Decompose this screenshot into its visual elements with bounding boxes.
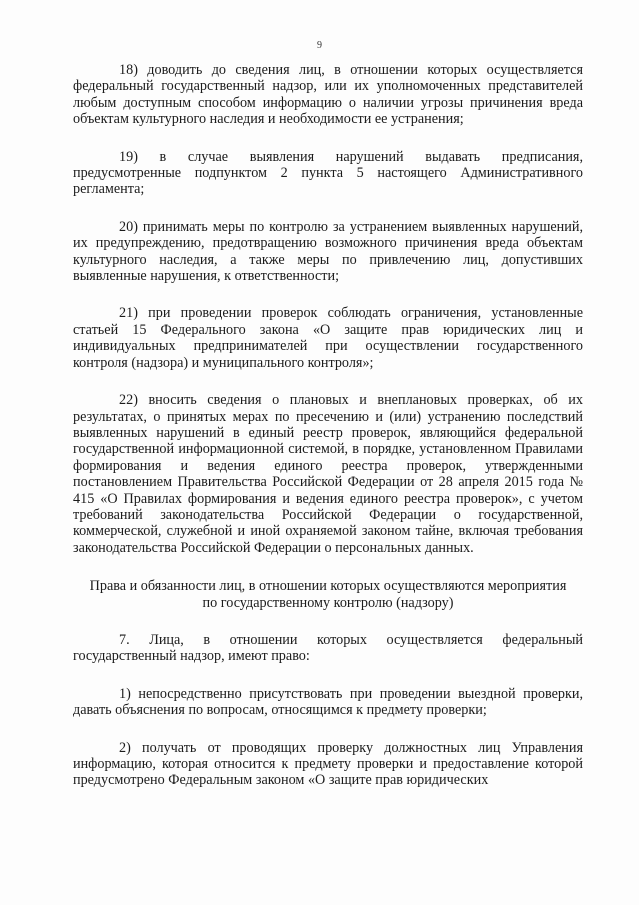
paragraph-item-19: 19) в случае выявления нарушений выдавать предписания, предусмотренные подпунктом 2 пункта 5 настоящего Административного регламента; [73, 148, 583, 198]
paragraph-item-21: 21) при проведении проверок соблюдать ограничения, установленные статьей 15 Федерального закона «О защите прав юридических лиц и индивидуальных предпринимателей при осуществлении государственного контроля (надзора) и муниципального контроля»; [73, 305, 583, 371]
page-number: 9 [317, 40, 322, 51]
document-body [73, 62, 583, 789]
paragraph-item-18: 18) доводить до сведения лиц, в отношении которых осуществляется федеральный государственный надзор, или их уполномоченных представителей любым доступным способом информацию о наличии угрозы причинения вреда объектам культурного наследия и необходимости ее устранения; [73, 62, 583, 128]
section-heading: Права и обязанности лиц, в отношении которых осуществляются мероприятия по государственному контролю (надзору) [89, 578, 567, 611]
paragraph-right-1: 1) непосредственно присутствовать при проведении выездной проверки, давать объяснения по вопросам, относящимся к предмету проверки; [73, 685, 583, 719]
paragraph-item-22: 22) вносить сведения о плановых и внеплановых проверках, об их результатах, о принятых мерах по пресечению и (или) устранению последствий выявленных нарушений в единый реестр проверок, являющийся федеральной государственной информационной системой, в порядке, установленном Правилами формирования и ведения единого реестра проверок, утвержденными постановлением Правительства Российской Федерации от 28 апреля 2015 года № 415 «О Правилах формирования и ведения единого реестра проверок», с учетом требований законодательства Российской Федерации о государственной, коммерческой, служебной и иной охраняемой законом тайне, включая требования законодательства Российской Федерации о персональных данных. [73, 392, 583, 556]
paragraph-item-20: 20) принимать меры по контролю за устранением выявленных нарушений, их предупреждению, предотвращению возможного причинения вреда объектам культурного наследия, а также меры по привлечению лиц, допустивших выявленные нарушения, к ответственности; [73, 218, 583, 285]
paragraph-point-7: 7. Лица, в отношении которых осуществляется федеральный государственный надзор, имеют право: [73, 631, 583, 665]
paragraph-right-2: 2) получать от проводящих проверку должностных лиц Управления информацию, которая относится к предмету проверки и предоставление которой предусмотрено Федеральным законом «О защите прав юридических [73, 739, 583, 789]
